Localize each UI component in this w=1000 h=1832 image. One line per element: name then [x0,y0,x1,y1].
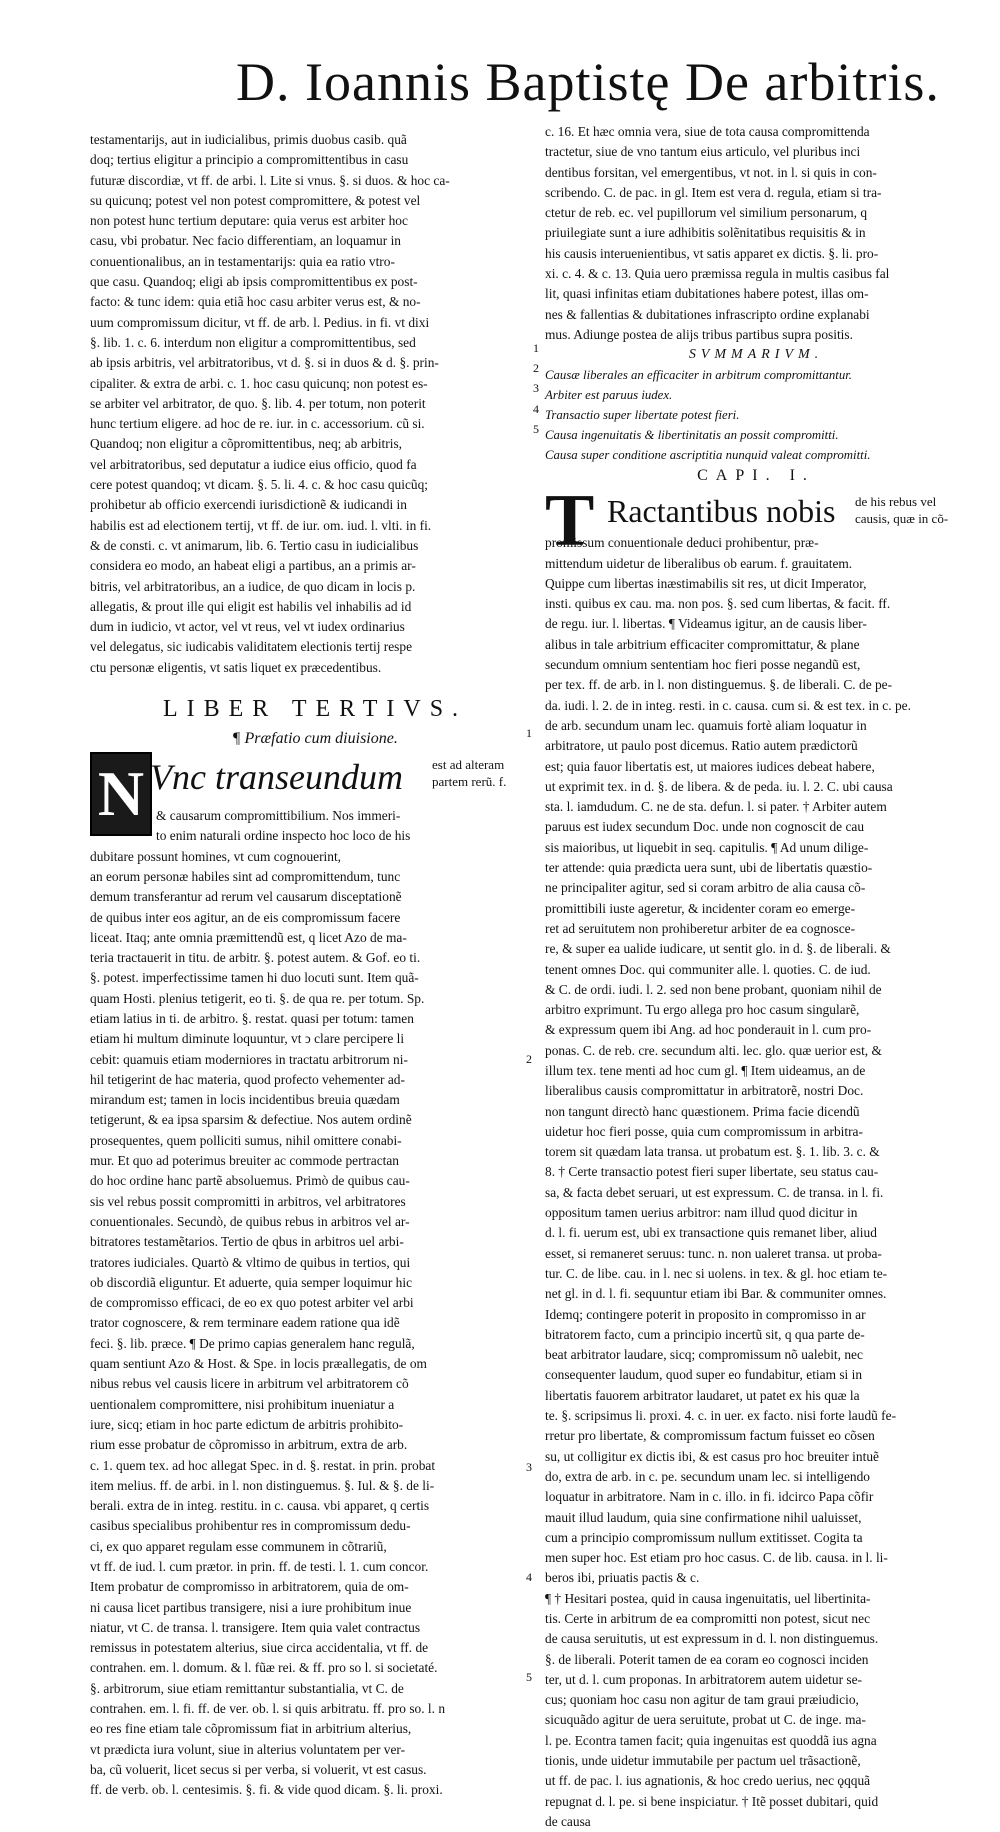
text-line: facto: & tunc idem: quia etiã hoc casu arbiter verus est, & no- [90,294,421,310]
text-line: tetigerunt, & ea ipsa sparsim & defectiue. Nos autem ordinẽ [90,1112,412,1128]
text-line: repugnat d. l. pe. si bene inspiciatur. † Itẽ posset dubitari, quid [545,1793,879,1809]
text-line: rium esse probatur de cõpromisso in arbitrum, extra de arb. [90,1437,408,1453]
right-column [545,122,967,1832]
text-line: doq; tertius eligitur a principio a compromittentibus in casu [90,152,409,168]
text-line: insti. quibus ex cau. ma. non pos. §. sed cum libertas, & facit. ff. [545,596,891,612]
text-line: Item probatur de compromisso in arbitratorem, quia de om- [90,1579,409,1595]
text-line: quam sentiunt Azo & Host. & Spe. in locis præallegatis, de om [90,1356,427,1372]
text-line: de quibus inter eos agitur, an de eis compromissum facere [90,909,401,925]
text-line: tis. Certe in arbitrum de ea compromitti non potest, sicut nec [545,1611,871,1626]
text-line: torem sit quædam lata transa. ut probatum est. §. 1. lib. 3. c. & [545,1144,880,1160]
text-line: tractetur, siue de vno tantum eius articulo, vel pluribus inci [545,144,861,160]
text-line: & de consti. c. vt animarum, lib. 6. Tertio casu in iudicialibus [90,537,419,553]
text-line: c. 16. Et hæc omnia vera, siue de tota causa compromittenda [545,124,870,139]
text-line: ter, ut d. l. cum proponas. In arbitratorem autem uidetur se- [545,1671,863,1687]
summarium-item: Causæ liberales an efficaciter in arbitrum compromittantur. [545,368,852,383]
caput-heading: CAPI. I. [697,467,815,485]
text-line: teria tractauerit in titu. de arbitr. §. potest autem. & Gof. eo ti. [90,950,421,966]
text-line: testamentarijs, aut in iudicialibus, primis duobus casib. quã [90,132,407,147]
text-line: non tangunt directò hanc quæstionem. Prima facie dicendũ [545,1103,860,1119]
text-line: tionis, unde uidetur immutabile per pactum uel trãsactionẽ, [545,1753,861,1769]
margin-number: 3 [533,381,539,395]
text-line: an eorum personæ habiles sint ad compromittendum, tunc [90,868,401,884]
text-line: scribendo. C. de pac. in gl. Item est vera d. regula, etiam si tra- [545,184,882,200]
text-line: alibus in tale arbitrium efficaciter compromittatur, & plane [545,636,860,652]
text-line: nes & fallentias & dubitationes infrascripto ordine explanabi [545,306,870,322]
text-line: cere potest quandoq; vt dicam. §. 5. li. 4. c. & hoc casu quicũq; [90,477,429,493]
text-line: que casu. Quandoq; eligi ab ipsis compromittentibus ex post- [90,274,418,290]
text-line: Quandoq; non eligitur a cõpromittentibus, neq; ab arbitris, [90,436,403,452]
margin-number: 2 [526,1052,532,1066]
text-line: de regu. iur. l. libertas. ¶ Videamus igitur, an de causis liber- [545,616,867,632]
text-line: uentionalem compromittere, nisi prohibitum inueniatur a [90,1396,395,1412]
text-line: liceat. Itaq; ante omnia præmittendũ est, q licet Azo de ma- [90,929,407,945]
text-line: nibus rebus vel causis licere in arbitrum vel arbitratorem cõ [90,1376,409,1392]
margin-number: 2 [533,361,539,375]
text-line: contrahen. em. l. domum. & l. fũæ rei. & ff. pro so l. si societaté. [90,1660,438,1676]
text-line: esset, si remaneret seruus: tunc. n. non ualeret transa. ut proba- [545,1245,882,1261]
text-line: hil tetigerint de hac materia, quod profecto vehementer ad- [90,1071,405,1087]
text-line: ut ff. de pac. l. ius agnationis, & hoc credo uerius, nec ǫqquã [545,1773,871,1789]
text-line: sicuquãdo agitur de uera seruitute, probat ut C. de inge. ma- [545,1712,866,1728]
text-line: tenent omnes Doc. qui communiter alle. l. quoties. C. de iud. [545,961,871,977]
text-line: iure, sicq; etiam in hoc parte edictum de arbitris prohibito- [90,1416,404,1432]
text-line: rretur pro libertate, & compromissum factum fuisset eo cõsen [545,1428,875,1444]
text-line: da. iudi. l. 2. de in integ. resti. in c. causa. cum si. & est tex. in c. pe. [545,697,911,713]
text-line: bitratorem facto, cum a principio incertũ sit, q qua parte de- [545,1326,865,1342]
text-line: §. potest. imperfectissime tamen hi duo locuti sunt. Item quã- [90,970,419,986]
preface-heading: ¶ Præfatio cum diuisione. [232,730,398,748]
incipit-word: Vnc transeundum [150,757,403,798]
decorated-initial-n: N [90,752,152,836]
text-line: his causis interuenientibus, vt satis apparet ex dictis. §. li. pro- [545,245,879,261]
text-line: prohibetur ab officio exercendi iurisdictionẽ & iudicandi in [90,497,407,513]
text-line: dentibus forsitan, vel emergentibus, vt not. in l. si quis in con- [545,164,877,180]
text-line: de causa [545,1813,591,1829]
text-line: lit, quasi infinitas etiam dubitationes habere potest, illas om- [545,286,869,302]
text-line: sis vel rebus possit compromitti in arbitros, vel arbitratores [90,1193,406,1209]
margin-number: 5 [533,422,539,436]
text-line: illum tex. tene menti ad hoc cum gl. ¶ Item uideamus, an de [545,1062,866,1078]
text-line: tratores iudiciales. Quartò & vltimo de quibus in tertios, qui [90,1254,411,1270]
text-line: demum transferantur ad rerum vel causarum disceptationẽ [90,889,402,905]
text-line: mur. Et quo ad poterimus breuiter ac commode pertractan [90,1153,399,1169]
text-line: consequenter laudum, quod super eo fundabitur, etiam si in [545,1367,863,1383]
text-line: promittibili iuste ageretur, & incidenter coram eo emerge- [545,900,856,916]
text-line: cum a principio compromissum nullum extitisset. Cogita ta [545,1529,863,1545]
text-line: cus; quoniam hoc casu non agitur de tam graui præiudicio, [545,1692,859,1708]
text-line: sta. l. iamdudum. C. ne de sta. defun. l. si pater. † Arbiter autem [545,799,887,815]
text-line: Quippe cum libertas inæstimabilis sit res, ut dicit Imperator, [545,575,867,591]
text-line: casibus specialibus prohibentur res in compromissum dedu- [90,1518,411,1534]
text-line: ab ipsis arbitris, vel arbitratoribus, vt d. §. si in duos & d. §. prin- [90,355,439,371]
text-line: promissum conuentionale deduci prohibentur, præ- [545,535,819,551]
text-line: sis maioribus, ut liquebit in seq. capitulis. ¶ Ad unum dilige- [545,839,869,855]
text-line: beros ibi, priuatis pactis & c. [545,1570,700,1586]
text-line: uidetur hoc fieri posse, quia cum compromissum in arbitra- [545,1123,863,1139]
text-line: priuilegiate sunt a iure adhibitis solẽnitatibus requisitis & in [545,225,866,241]
text-line: dum in iudicio, vt actor, vel vt reus, vel vt iudex ordinarius [90,619,405,635]
text-line: to enim naturali ordine inspecto hoc loco de his [156,828,411,844]
text-line: mus. Adiunge postea de alijs tribus partibus supra positis. [545,326,853,342]
margin-number: 3 [526,1460,532,1474]
text-line: men super hoc. Est etiam pro hoc casus. C. de lib. causa. in l. li- [545,1550,888,1566]
text-line: considera eo modo, an habeat eligi a partibus, an a primis ar- [90,558,416,574]
text-line: ci, ex quo apparet regulam esse communem in cõtrariũ, [90,1538,387,1554]
margin-number: 4 [526,1570,532,1584]
text-line: loquatur in arbitratore. Nam in c. illo. in fi. idcirco Papa cõfir [545,1489,874,1505]
text-line: vt ff. de iud. l. cum prætor. in prin. ff. de testi. l. 1. cum concor. [90,1559,429,1574]
text-line: est; quia fauor libertatis est, ut maiores iudices debeat habere, [545,758,875,774]
book-heading: LIBER TERTIVS. [162,696,468,723]
text-line: sa, & facta debet seruari, ut est expressum. C. de transa. in l. fi. [545,1184,884,1200]
text-line: uum compromissum dicitur, vt ff. de arb. l. Pedius. in fi. vt dixi [90,314,430,330]
text-line: ponas. C. de reb. cre. secundum alti. lec. glo. quæ uerior est, & [545,1042,882,1058]
text-line: item melius. ff. de arbi. in l. non distinguemus. §. Iul. & §. de li- [90,1477,435,1493]
text-line: hunc tertium eligere. ad hoc de re. iur. in c. accessorium. cũ si. [90,416,425,432]
text-line: prosequentes, quem polliciti sumus, nihil omittere conabi- [90,1132,402,1148]
text-line: re, & super ea ualide iudicare, ut sentit glo. in d. §. de liberali. & [545,941,891,957]
text-line: 8. † Certe transactio potest fieri super libertate, seu status cau- [545,1164,879,1180]
summarium-item: Causa super conditione ascriptitia nunquid valeat compromitti. [545,448,871,463]
text-line: niatur, vt C. de transa. l. transigere. Item quia valet contractus [90,1619,421,1635]
text-line: arbitro exprimunt. Tu ergo allega pro hoc casum singularẽ, [545,1002,860,1018]
summarium-item: Transactio super libertate potest fieri. [545,408,740,423]
text-line: ni causa licet partibus transigere, nisi a iure prohibitum inue [90,1599,412,1615]
text-line: arbitratore, ut paulo post dicemus. Ratio autem prædictorũ [545,738,858,754]
text-line: ff. de verb. ob. l. centesimis. §. fi. & vide quod dicam. §. li. proxi. [90,1782,443,1798]
text-line: casu, vbi probatur. Nec facio differentiam, an loquamur in [90,233,401,249]
margin-number: 4 [533,402,539,416]
text-line: §. lib. 1. c. 6. interdum non eligitur a compromittentibus, sed [90,334,416,350]
book-incipit [90,752,540,1801]
text-line: ba, cũ voluerit, licet secus si per verba, si voluerit, vt est casus. [90,1761,427,1777]
text-line: d. l. fi. uerum est, ubi ex transactione quis remanet liber, aliud [545,1225,877,1241]
text-line: & causarum compromittibilium. Nos immeri- [156,808,401,824]
text-line: ret ad seruitutem non prohiberetur arbiter de ea cognosce- [545,920,856,936]
text-line: futuræ discordiæ, vt ff. de arbi. l. Lite si vnus. §. si duos. & hoc ca- [90,172,450,188]
summarium-title: SVMMARIVM. [688,347,824,363]
text-line: contrahen. em. l. fi. ff. de ver. ob. l. si quis arbitratu. ff. pro so. l. n [90,1701,446,1717]
text-line: quam Hosti. plenius tetigerit, eo ti. §. de qua re. per totum. Sp. [90,990,425,1006]
right-body-text [545,533,967,1832]
text-line: de arb. secundum unam lec. quamuis fortè aliam loquatur in [545,717,867,733]
text-line: su quicunq; potest vel non potest compromittere, & potest vel [90,192,421,208]
text-line: vel delegatus, sic iudicabis validitatem electionis tertij respe [90,639,413,655]
text-line: cipaliter. & extra de arbi. c. 1. hoc casu quicunq; non potest es- [90,375,428,391]
incipit-tail: est ad alteram partem rerũ. f. [432,757,507,790]
text-line: tur. C. de libe. cau. in l. nec si uolens. in tex. & gl. hoc etiam te- [545,1265,888,1281]
margin-number: 5 [526,1670,532,1684]
text-line: eo res fine etiam tale cõpromissum fiat in arbitrium alterius, [90,1721,412,1737]
text-line: de compromisso efficaci, de eo ex quo potest arbiter vel arbi [90,1295,414,1311]
text-line: mirandum est; tamen in locis incidentibus breuia quædam [90,1092,400,1108]
text-line: c. 1. quem tex. ad hoc allegat Spec. in d. §. restat. in prin. probat [90,1457,436,1473]
text-line: xi. c. 4. & c. 13. Quia uero præmissa regula in multis casibus fal [545,266,890,282]
chapter-word: Ractantibus nobis [607,493,836,530]
text-line: ut exprimit tex. in d. §. de libera. & de peda. iu. l. 2. C. ubi causa [545,778,893,794]
text-line: non potest hunc tertium deputare: quia verus est arbiter hoc [90,213,408,229]
right-opening-text [545,122,967,345]
text-line: net gl. in d. l. fi. sequuntur etiam ibi Bar. & communiter omnes. [545,1286,887,1302]
summarium-item: Arbiter est paruus iudex. [545,388,673,403]
text-line: trator cognoscere, & rem terminare eadem ratione qua idẽ [90,1315,400,1331]
text-line: mittendum uidetur de liberalibus ob earum. f. grauitatem. [545,555,853,571]
text-line: mauit illud laudum, quia sine confirmatione nihil ualuisset, [545,1509,862,1525]
decorated-initial-t: T [545,480,595,563]
margin-number: 1 [533,341,539,355]
text-line: paruus est iudex secundum Doc. unde non cognoscit de cau [545,819,865,835]
running-title: D. Ioannis Baptistę De arbitris. [236,52,940,112]
text-line: libertatis fauorem arbitrator laudaret, ut patet ex his quæ la [545,1387,860,1403]
left-column [90,130,540,1801]
text-line: & C. de ordi. iudi. l. 2. sed non bene probant, quoniam nihil de [545,981,882,997]
text-line: bitratores testamẽtarios. Tertio de qbus in arbitros uel arbi- [90,1234,404,1250]
text-line: remissus in potestatem alterius, siue circa accidentalia, vt ff. de [90,1640,429,1656]
text-line: vel arbitratoribus, sed deputatur a iudice eius officio, quod fa [90,456,417,472]
summarium-list [545,365,967,465]
text-line: per tex. ff. de arb. in l. non distinguemus. §. de liberali. C. de pe- [545,677,893,693]
text-line: ob discordiã eliguntur. Et aduerte, quia semper loquimur hic [90,1274,413,1290]
text-line: de causa seruitutis, ut est expressum in d. l. non distinguemus. [545,1631,879,1647]
text-line: §. de liberali. Poterit tamen de ea coram eo cognosci inciden [545,1651,869,1667]
incipit-row [90,752,540,806]
text-line: secundum omnium sententiam hoc fieri posse negandũ est, [545,657,861,673]
text-line: beat arbitrator laudare, sicq; compromissum nõ ualebit, nec [545,1347,863,1363]
text-line: etiam hi multum diminute loquuntur, vt ↄ clare percipere li [90,1031,405,1047]
text-line: ctu personæ eligentis, vt satis liquet ex præcedentibus. [90,659,382,675]
text-line: dubitare possunt homines, vt cum cognouerint, [90,848,342,864]
text-line: su, ut colligitur ex dictis ibi, & est casus pro hoc breuiter intuẽ [545,1448,879,1464]
text-line: feci. §. lib. præce. ¶ De primo capias generalem hanc regulã, [90,1335,415,1351]
text-line: Idemq; contingere poterit in proposito in compromisso in ar [545,1306,866,1322]
text-line: conuentionales. Secundò, de quibus rebus in arbitros vel ar- [90,1213,410,1229]
margin-number: 1 [526,726,532,740]
left-body-text [90,806,540,1801]
text-line: cebit: quamuis etiam moderniores in tractatu arbitrorum ni- [90,1051,408,1067]
text-line: oppositum tamen uerius arbitror: nam illud quod dicitur in [545,1205,858,1221]
text-line: te. §. scripsimus li. proxi. 4. c. in uer. ex facto. nisi forte laudũ fe- [545,1408,897,1424]
text-line: do, extra de arb. in c. pe. secundum unam lec. si intelligendo [545,1468,870,1484]
text-line: l. pe. Econtra tamen facit; quia ingenuitas est quoddã ius agna [545,1732,877,1748]
text-line: habilis est ad electionem tertij, vt ff. de iur. om. iud. l. vlti. in fi. [90,517,432,533]
text-line: bitris, vel arbitratoribus, an a iudice, de quo dicam in locis p. [90,578,416,594]
left-opening-text [90,130,540,678]
text-line: berali. extra de in integ. restitu. in c. causa. vbi apparet, q certis [90,1498,430,1514]
text-line: §. arbitrorum, siue etiam remittantur substantialia, vt C. de [90,1680,404,1696]
text-line: do hoc ordine hanc partẽ absoluemus. Primò de quibus cau- [90,1173,410,1189]
text-line: allegatis, & prout ille qui eligit est habilis vel inhabilis ad id [90,598,412,614]
summarium-item: Causa ingenuitatis & libertinitatis an possit compromitti. [545,428,839,443]
text-line: ¶ † Hesitari postea, quid in causa ingenuitatis, uel libertinita- [545,1590,871,1606]
text-line: ctetur de reb. ec. vel pupillorum vel similium personarum, q [545,205,868,221]
text-line: se arbiter vel arbitrator, de quo. §. lib. 4. per totum, non poterit [90,395,426,411]
text-line: liberalibus causis compromittatur in arbitratorẽ, nostri Doc. [545,1083,864,1099]
text-line: etiam latius in ti. de arbitro. §. restat. quasi per totum: tamen [90,1010,414,1026]
text-line: vt prædicta iura volunt, siue in alterius voluntatem per ver- [90,1741,406,1757]
text-line: ne principaliter agitur, sed si coram arbitro de alia causa cõ- [545,880,866,896]
text-line: ter attende: quia prædicta uera sunt, ubi de libertatis quæstio- [545,860,873,876]
chapter-tail: de his rebus vel causis, quæ in cõ- [855,494,949,527]
text-line: & expressum quem ibi Ang. ad hoc ponderauit in l. cum pro- [545,1022,872,1038]
text-line: conuentionalibus, an in testamentarijs: quia ea ratio vtro- [90,253,395,269]
